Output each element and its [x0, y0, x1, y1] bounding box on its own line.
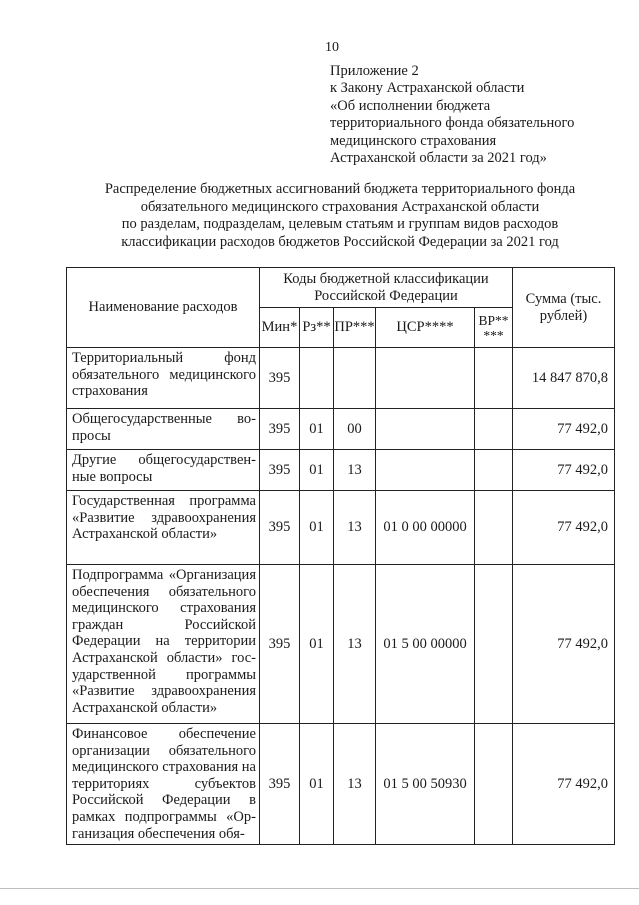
row-vr — [475, 724, 513, 845]
row-rz: 01 — [300, 450, 334, 491]
header-row — [67, 268, 615, 308]
row-vr — [475, 348, 513, 409]
row-pr: 13 — [334, 565, 376, 724]
appendix-line: к Закону Астраханской области — [330, 80, 525, 97]
row-vr — [475, 565, 513, 724]
row-pr — [334, 348, 376, 409]
row-sum: 77 492,0 — [513, 450, 615, 491]
row-pr: 00 — [334, 409, 376, 450]
table-row — [67, 565, 615, 724]
appendix-line: медицинского страхования — [330, 132, 497, 149]
title-line: обязательного медицинского страхования Астраханской области — [140, 198, 540, 215]
budget-table — [66, 267, 615, 845]
row-pr: 13 — [334, 450, 376, 491]
row-vr — [475, 409, 513, 450]
table-row — [67, 450, 615, 491]
row-name: Общегосударственные вопросы — [67, 409, 260, 450]
row-pr: 13 — [334, 724, 376, 845]
row-rz: 01 — [300, 491, 334, 565]
page-edge-divider — [0, 888, 639, 889]
row-rz: 01 — [300, 724, 334, 845]
row-rz — [300, 348, 334, 409]
header-rz: Рз** — [300, 308, 334, 348]
page-number: 10 — [325, 40, 339, 55]
row-min: 395 — [260, 409, 300, 450]
row-sum: 77 492,0 — [513, 409, 615, 450]
appendix-reference — [330, 63, 574, 167]
header-sum: Сумма (тыс. рублей) — [513, 268, 615, 348]
row-csr: 01 5 00 00000 — [376, 565, 475, 724]
title-line: Распределение бюджетных ассигнований бюджета территориального фонда — [104, 181, 576, 197]
header-pr: ПР*** — [334, 308, 376, 348]
row-csr: 01 0 00 00000 — [376, 491, 475, 565]
row-min: 395 — [260, 724, 300, 845]
row-name: Подпрограмма «Организация обеспечения обязательного медицинского страхования граждан Российской Федерации на территории Астраханской области» государственной программы «Развитие здравоохранения Астраханской области» — [67, 565, 260, 724]
table-row — [67, 348, 615, 409]
table-row — [67, 409, 615, 450]
row-name: Государственная программа «Развитие здравоохранения Астраханской области» — [67, 491, 260, 565]
row-csr — [376, 409, 475, 450]
appendix-line: Астраханской области за 2021 год» — [330, 150, 547, 167]
header-codes-group: Коды бюджетной классификации Российской Федерации — [260, 268, 513, 308]
row-csr — [376, 450, 475, 491]
row-vr — [475, 491, 513, 565]
row-name: Другие общегосударственные вопросы — [67, 450, 260, 491]
row-pr: 13 — [334, 491, 376, 565]
title-line: классификации расходов бюджетов Российской Федерации за 2021 год — [121, 233, 559, 250]
appendix-line: «Об исполнении бюджета — [330, 97, 491, 114]
row-name: Финансовое обеспечение организации обязательного медицинского страхования на территориях субъектов Российской Федерации в рамках подпрограммы «Организация обеспечения обя- — [67, 724, 260, 845]
row-sum: 77 492,0 — [513, 724, 615, 845]
title-line: по разделам, подразделам, целевым статьям и группам видов расходов — [121, 216, 559, 233]
header-name: Наименование расходов — [67, 268, 260, 348]
row-vr — [475, 450, 513, 491]
header-csr: ЦСР**** — [376, 308, 475, 348]
document-title — [60, 181, 620, 251]
appendix-line: территориального фонда обязательного — [330, 115, 575, 132]
table-row — [67, 724, 615, 845]
row-rz: 01 — [300, 409, 334, 450]
row-min: 395 — [260, 450, 300, 491]
header-vr: ВР** *** — [475, 308, 513, 348]
appendix-line: Приложение 2 — [330, 63, 419, 79]
row-min: 395 — [260, 491, 300, 565]
row-sum: 14 847 870,8 — [513, 348, 615, 409]
row-min: 395 — [260, 565, 300, 724]
table-row — [67, 491, 615, 565]
header-min: Мин* — [260, 308, 300, 348]
row-min: 395 — [260, 348, 300, 409]
row-csr — [376, 348, 475, 409]
row-name: Территориальный фонд обязательного медицинского страхования — [67, 348, 260, 409]
row-sum: 77 492,0 — [513, 565, 615, 724]
row-csr: 01 5 00 50930 — [376, 724, 475, 845]
row-sum: 77 492,0 — [513, 491, 615, 565]
row-rz: 01 — [300, 565, 334, 724]
